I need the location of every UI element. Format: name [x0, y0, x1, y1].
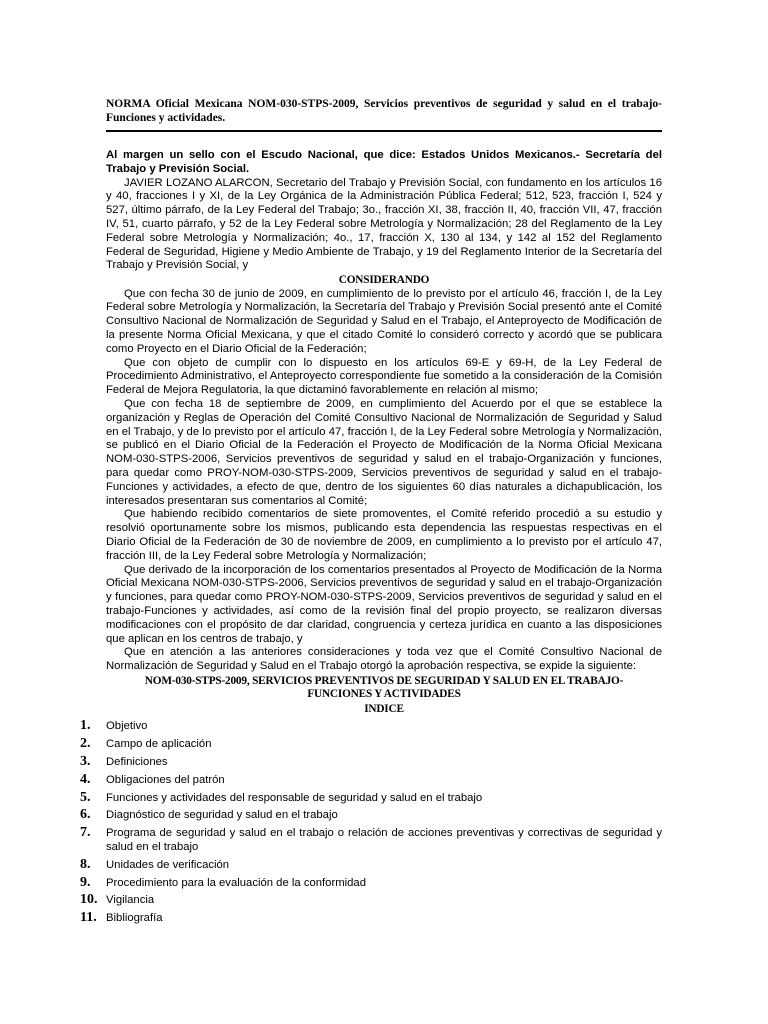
index-label: Definiciones [106, 756, 168, 769]
index-item [80, 825, 662, 855]
index-number: 8. [80, 856, 91, 872]
considerando-paragraph: Que con fecha 18 de septiembre de 2009, en cumplimiento del Acuerdo por el que se establece la organización y Reglas de Operación del Comité Consultivo Nacional de Normalización de Seguridad y Salud en el Trabajo, y de lo previsto por el artículo 47, fracción I, de la Ley Federal sobre Metrología y Normalización, se publicó en el Diario Oficial de la Federación el Proyecto de Modificación de la Norma Oficial Mexicana NOM-030-STPS-2006, Servicios preventivos de seguridad y salud en el trabajo-Organización y funciones, para quedar como PROY-NOM-030-STPS-2009, Servicios preventivos de seguridad y salud en el trabajo-Funciones y actividades, a efecto de que, dentro de los siguientes 60 días naturales a dichapublicación, los interesados presentaran sus comentarios al Comité; [106, 398, 662, 507]
norm-title-line-2: FUNCIONES Y ACTIVIDADES [307, 688, 461, 701]
index-label: Campo de aplicación [106, 738, 212, 751]
index-number: 4. [80, 771, 91, 787]
index-label: Unidades de verificación [106, 858, 230, 871]
index-item [80, 771, 662, 788]
index-label: Funciones y actividades del responsable de seguridad y salud en el trabajo [106, 791, 483, 804]
index-number: 5. [80, 789, 91, 805]
index-list [80, 718, 662, 926]
index-item [80, 718, 662, 734]
considerando-paragraph: Que en atención a las anteriores consideraciones y toda vez que el Comité Consultivo Nacional de Normalización de Seguridad y Salud en el Trabajo otorgó la aprobación respectiva, se expide la siguiente: [106, 646, 662, 673]
index-number: 9. [80, 874, 91, 890]
index-label: Bibliografía [106, 912, 163, 925]
margin-note: Al margen un sello con el Escudo Nacional, que dice: Estados Unidos Mexicanos.- Secretaría del Trabajo y Previsión Social. [106, 149, 662, 175]
considerando-paragraph: Que con objeto de cumplir con lo dispuesto en los artículos 69-E y 69-H, de la Ley Federal de Procedimiento Administrativo, el Anteproyecto correspondiente fue sometido a la consideración de la Comisión Federal de Mejora Regulatoria, la que dictaminó favorablemente en relación al mismo; [106, 356, 662, 397]
document-title: NORMA Oficial Mexicana NOM-030-STPS-2009, Servicios preventivos de seguridad y salud en el trabajo-Funciones y actividades. [106, 98, 662, 124]
title-rule [106, 130, 662, 132]
index-number: 11. [80, 910, 97, 926]
index-item [80, 874, 662, 891]
index-item [80, 892, 662, 908]
index-number: 1. [80, 718, 91, 734]
index-label: Vigilancia [106, 894, 155, 907]
considerando-paragraph: Que con fecha 30 de junio de 2009, en cumplimiento de lo previsto por el artículo 46, fracción I, de la Ley Federal sobre Metrología y Normalización, la Secretaría del Trabajo y Previsión Social presentó ante el Comité Consultivo Nacional de Normalización de Seguridad y Salud en el Trabajo, el Anteproyecto de Modificación de la presente Norma Oficial Mexicana, y que el citado Comité lo consideró correcto y acordó que se publicara como Proyecto en el Diario Oficial de la Federación; [106, 287, 662, 355]
index-item [80, 736, 662, 752]
index-item [80, 754, 662, 770]
index-label: Obligaciones del patrón [106, 773, 225, 786]
norm-title [106, 675, 662, 702]
index-number: 3. [80, 754, 91, 770]
intro-paragraph: JAVIER LOZANO ALARCON, Secretario del Trabajo y Previsión Social, con fundamento en los artículos 16 y 40, fracciones I y XI, de la Ley Orgánica de la Administración Pública Federal; 512, 523, fracción I, 524 y 527, último párrafo, de la Ley Federal del Trabajo; 3o., fracción XI, 38, fracción II, 40, fracción VII, 47, fracción IV, 51, cuarto párrafo, y 52 de la Ley Federal sobre Metrología y Normalización; 28 del Reglamento de la Ley Federal sobre Metrología y Normalización; 4o., 17, fracción X, 130 al 134, y 142 al 152 del Reglamento Federal de Seguridad, Higiene y Medio Ambiente de Trabajo, y 19 del Reglamento Interior de la Secretaría del Trabajo y Previsión Social, y [106, 176, 662, 272]
considerando-heading: CONSIDERANDO [338, 274, 430, 287]
index-number: 10. [80, 892, 98, 908]
index-item [80, 856, 662, 873]
considerando-paragraph: Que habiendo recibido comentarios de siete promoventes, el Comité referido procedió a su estudio y resolvió oportunamente sobre los mismos, publicando esta dependencia las respuestas respectivas en el Diario Oficial de la Federación de 30 de noviembre de 2009, en cumplimiento a lo previsto por el artículo 47, fracción III, de la Ley Federal sobre Metrología y Normalización; [106, 508, 662, 562]
index-item [80, 910, 662, 926]
index-label: Procedimiento para la evaluación de la conformidad [106, 876, 366, 889]
considerando-paragraph: Que derivado de la incorporación de los comentarios presentados al Proyecto de Modificación de la Norma Oficial Mexicana NOM-030-STPS-2006, Servicios preventivos de seguridad y salud en el trabajo-Organización y funciones, para quedar como PROY-NOM-030-STPS-2009, Servicios preventivos de seguridad y salud en el trabajo-Funciones y actividades, así como de la revisión final del propio proyecto, se realizaron diversas modificaciones con el propósito de dar claridad, congruencia y certeza jurídica en cuanto a las disposiciones que aplican en los centros de trabajo, y [106, 563, 662, 645]
index-heading: INDICE [364, 702, 404, 715]
index-item [80, 807, 662, 823]
index-label: Objetivo [106, 720, 148, 733]
index-label: Diagnóstico de seguridad y salud en el trabajo [106, 809, 338, 822]
index-label: Programa de seguridad y salud en el trabajo o relación de acciones preventivas y correctivas de seguridad y salud en el trabajo [106, 827, 662, 854]
document-page [80, 98, 662, 930]
index-number: 7. [80, 825, 91, 841]
norm-title-line-1: NOM-030-STPS-2009, SERVICIOS PREVENTIVOS DE SEGURIDAD Y SALUD EN EL TRABAJO- [144, 674, 624, 687]
index-number: 2. [80, 736, 91, 752]
index-number: 6. [80, 807, 91, 823]
index-item [80, 789, 662, 806]
